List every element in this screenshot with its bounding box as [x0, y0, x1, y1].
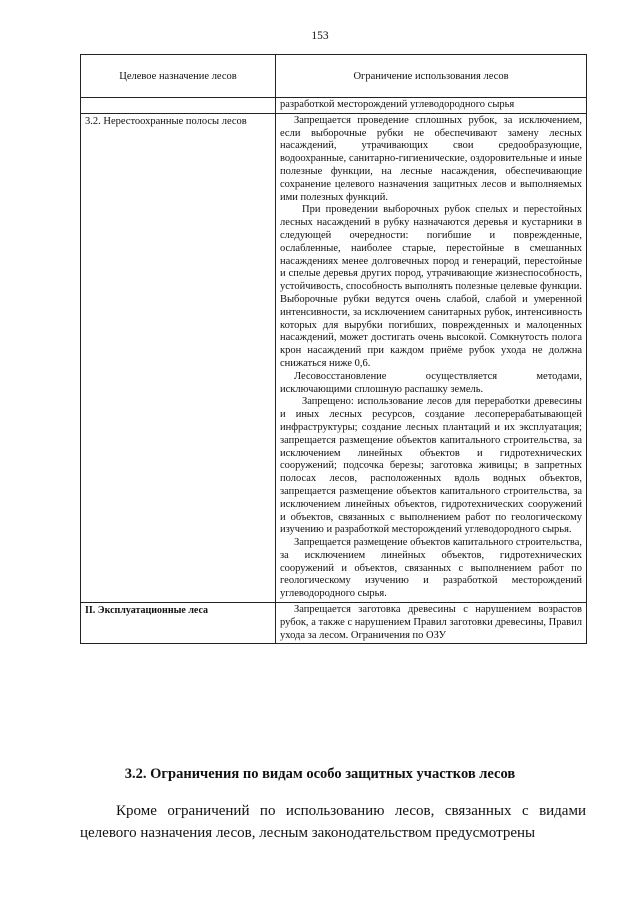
header-restriction: Ограничение использования лесов — [276, 55, 587, 98]
table-row-exploitation — [81, 603, 587, 644]
table-row-continuation — [81, 98, 587, 114]
paragraph: Запрещено: использование лесов для переработки древесины и иных лесных ресурсов, создание лесоперерабатывающей инфраструктуры; создание лесных плантаций и их эксплуатация; запрещается размещение объектов капитального строительства, за исключением линейных объектов и гидротехнических сооружений; подсочка березы; заготовка живицы; в запретных полосах лесов, расположенных вдоль водных объектов, запрещается размещение объектов капитального строительства, за исключением линейных объектов, гидротехнических сооружений и объектов, связанных с выполнением работ по геологическому изучению и разработкой месторождений углеводородного сырья. — [280, 396, 582, 536]
section-heading: 3.2. Ограничения по видам особо защитных участков лесов — [124, 766, 516, 782]
paragraph: Запрещается проведение сплошных рубок, за исключением, если выборочные рубки не обеспечивают замену лесных насаждений, утрачивающих свои средообразующие, водоохранные, санитарно-гигиенические, оздоровительные и иные полезные функции, на лесные насаждения, обеспечивающие сохранение целевого назначения защитных лесов и выполняемых ими полезных функций. — [280, 114, 582, 203]
restrictions-table — [80, 54, 587, 644]
row-label-exploitation: II. Эксплуатационные леса — [81, 603, 276, 644]
table-row-spawning-protection — [81, 113, 587, 602]
row-content-spawning-protection — [276, 113, 587, 602]
header-purpose: Целевое назначение лесов — [81, 55, 276, 98]
exploitation-text: Запрещается заготовка древесины с нарушением возрастов рубок, а также с нарушением Правил заготовки древесины, Правил ухода за лесом. Ограничения по ОЗУ — [280, 604, 582, 641]
body-paragraph: Кроме ограничений по использованию лесов, связанных с видами целевого назначения лесов, лесным законодательством предусмотрены — [80, 803, 586, 841]
page-number: 153 — [311, 30, 329, 42]
paragraph: Запрещается размещение объектов капитального строительства, за исключением линейных объектов, гидротехнических сооружений и объектов, связанных с выполнением работ по геологическому изучению и разработкой месторождений углеводородного сырья. — [280, 537, 582, 600]
paragraph: Лесовосстановление осуществляется методами, исключающими сплошную распашку земель. — [280, 370, 582, 395]
table-header-row — [81, 55, 587, 98]
row-label-spawning-protection: 3.2. Нерестоохранные полосы лесов — [81, 113, 276, 602]
paragraph: При проведении выборочных рубок спелых и перестойных лесных насаждений в рубку назначаются деревья и кустарники в следующей очередности: погибшие и поврежденные, ослабленные, наиболее старые, перестойные в смешанных насаждениях менее долговечных пород и генераций, перестойные и спелые деревья других пород, утрачивающие жизнеспособность, устойчивость, способность выполнять полезные целевые функции. Выборочные рубки ведутся очень слабой, слабой и умеренной интенсивности, за исключением санитарных рубок, интенсивность которых для вырубки погибших, поврежденных и малоценных насаждений, может достигать очень высокой. Сомкнутость полога крон насаждений при каждом приёме рубок ухода не должна снижаться ниже 0,6. — [280, 204, 582, 369]
continuation-text: разработкой месторождений углеводородного сырья — [280, 99, 515, 110]
continuation-left-cell — [81, 98, 276, 114]
